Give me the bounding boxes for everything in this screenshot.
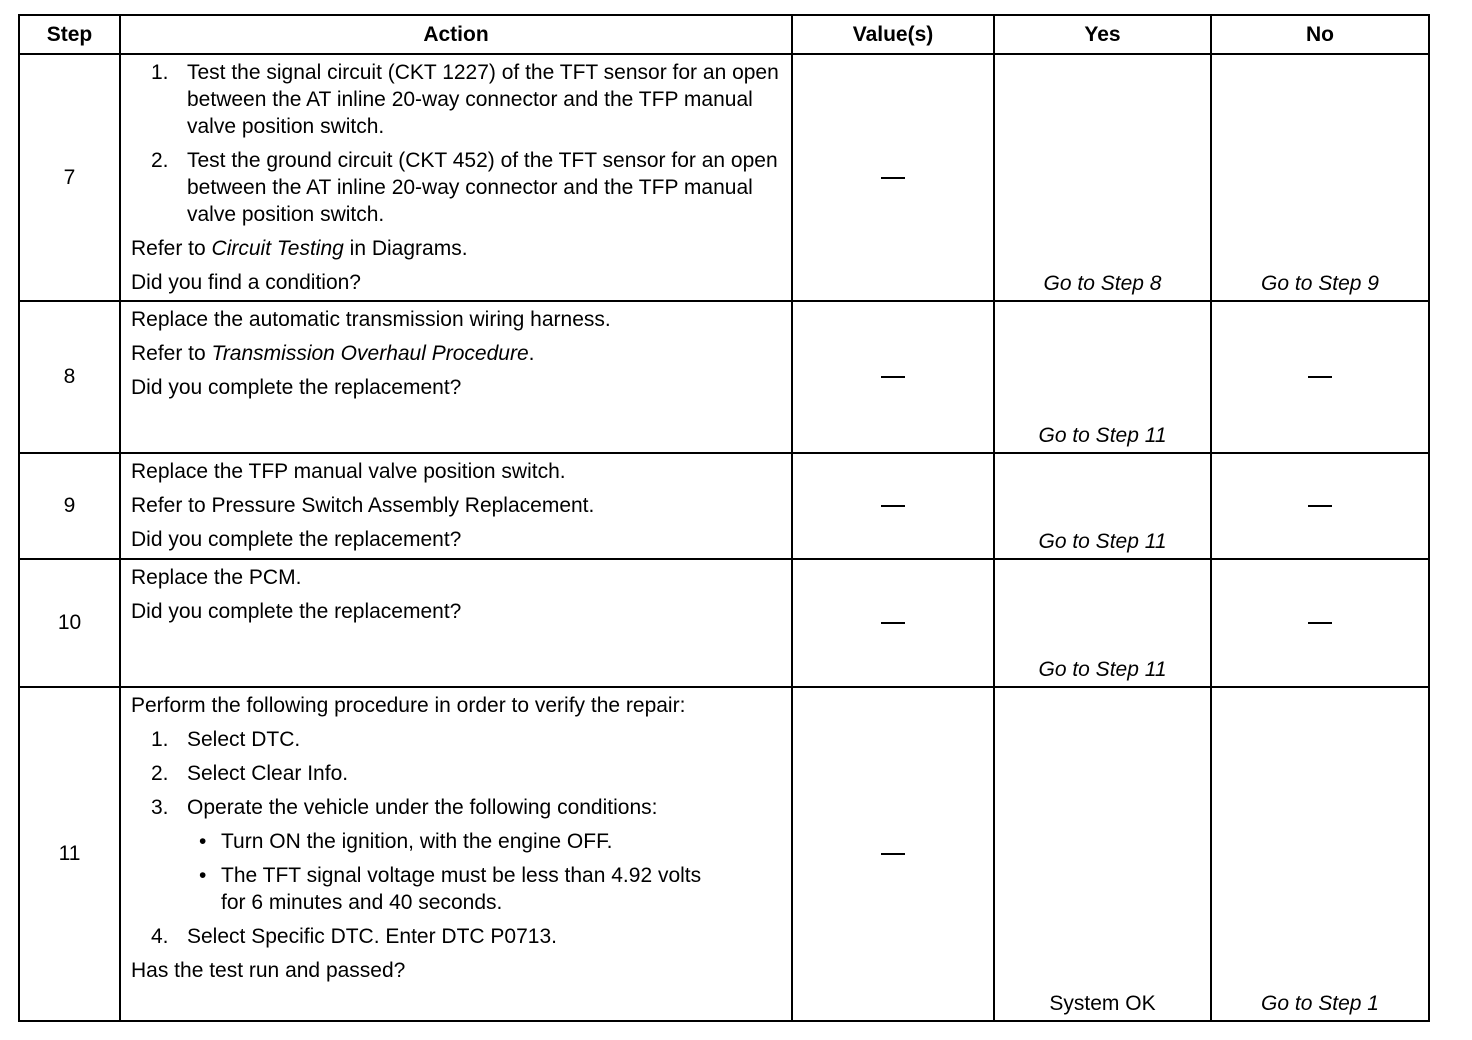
dash-mark (1308, 376, 1332, 378)
table-row (19, 453, 1429, 559)
dash-mark (881, 853, 905, 855)
dash-mark (881, 622, 905, 624)
list-item: 2. Select Clear Info. (151, 762, 349, 785)
action-cell (120, 54, 792, 301)
action-text: Replace the PCM. (131, 566, 302, 589)
no-cell: Go to Step 1 (1211, 687, 1429, 1021)
no-cell: Go to Step 9 (1211, 54, 1429, 301)
question-text: Did you find a condition? (131, 271, 361, 294)
header-step: Step (19, 15, 120, 54)
condition-bullets (187, 828, 781, 916)
header-yes: Yes (994, 15, 1211, 54)
list-item: 1. Test the signal circuit (CKT 1227) of the TFT sensor for an open between the AT inline 20-way connector and the TFP manual valve position switch. (151, 61, 779, 138)
refer-line: Refer to Pressure Switch Assembly Replacement. (131, 494, 595, 517)
table-row (19, 54, 1429, 301)
action-steps (131, 726, 781, 950)
step-number: 9 (19, 453, 120, 559)
question-text: Has the test run and passed? (131, 959, 406, 982)
question-text: Did you complete the replacement? (131, 376, 462, 399)
action-text: Replace the automatic transmission wiring harness. (131, 308, 611, 331)
list-item: 2. Test the ground circuit (CKT 452) of the TFT sensor for an open between the AT inline 20-way connector and the TFP manual valve position switch. (151, 149, 778, 226)
header-row (19, 15, 1429, 54)
value-cell (792, 301, 994, 453)
refer-line: Refer to Transmission Overhaul Procedure. (131, 342, 535, 365)
refer-link[interactable]: Transmission Overhaul Procedure (211, 342, 529, 365)
dash-mark (1308, 505, 1332, 507)
dash-mark (881, 177, 905, 179)
step-number: 10 (19, 559, 120, 687)
table-row (19, 559, 1429, 687)
header-no: No (1211, 15, 1429, 54)
header-action: Action (120, 15, 792, 54)
action-steps (131, 59, 781, 228)
no-cell (1211, 301, 1429, 453)
value-cell (792, 687, 994, 1021)
value-cell (792, 54, 994, 301)
step-number: 11 (19, 687, 120, 1021)
list-item: 3. Operate the vehicle under the following conditions: • Turn ON the ignition, with the engine OFF. • The TFT signal voltage must be less than 4.92 volts for 6 minutes and 40 seconds. (187, 794, 781, 916)
no-cell (1211, 559, 1429, 687)
action-cell (120, 687, 792, 1021)
header-values: Value(s) (792, 15, 994, 54)
bullet-item: • The TFT signal voltage must be less than 4.92 volts for 6 minutes and 40 seconds. (199, 864, 702, 914)
yes-cell: Go to Step 11 (994, 301, 1211, 453)
list-item: 4. Select Specific DTC. Enter DTC P0713. (151, 925, 557, 948)
table-row (19, 301, 1429, 453)
question-text: Did you complete the replacement? (131, 528, 462, 551)
no-cell (1211, 453, 1429, 559)
action-text: Perform the following procedure in order to verify the repair: (131, 694, 686, 717)
action-text: Replace the TFP manual valve position switch. (131, 460, 566, 483)
dash-mark (881, 376, 905, 378)
list-item: 1. Select DTC. (151, 728, 301, 751)
refer-line: Refer to Circuit Testing in Diagrams. (131, 237, 468, 260)
value-cell (792, 453, 994, 559)
bullet-item: • Turn ON the ignition, with the engine OFF. (199, 830, 613, 853)
yes-cell: Go to Step 11 (994, 453, 1211, 559)
question-text: Did you complete the replacement? (131, 600, 462, 623)
yes-cell: System OK (994, 687, 1211, 1021)
value-cell (792, 559, 994, 687)
yes-cell: Go to Step 8 (994, 54, 1211, 301)
diagnostic-table (18, 14, 1430, 1022)
action-cell (120, 301, 792, 453)
action-cell (120, 453, 792, 559)
yes-cell: Go to Step 11 (994, 559, 1211, 687)
step-number: 7 (19, 54, 120, 301)
step-number: 8 (19, 301, 120, 453)
table-row (19, 687, 1429, 1021)
dash-mark (881, 505, 905, 507)
action-cell (120, 559, 792, 687)
dash-mark (1308, 622, 1332, 624)
refer-link[interactable]: Circuit Testing (211, 237, 344, 260)
